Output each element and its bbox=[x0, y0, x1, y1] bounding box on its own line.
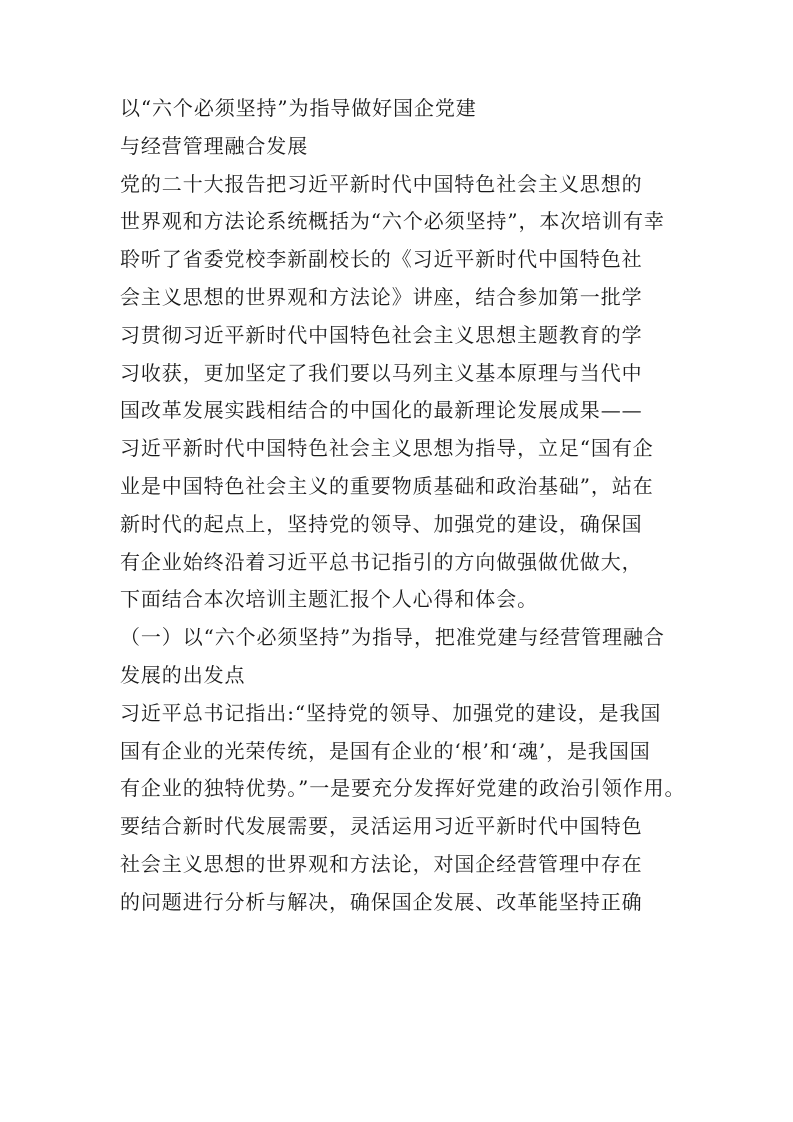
document-body bbox=[120, 90, 690, 922]
paragraph-2-line: 有企业的独特优势。”一是要充分发挥好党建的政治引领作用。 bbox=[120, 776, 686, 801]
section-1-heading-line: 发展的出发点 bbox=[120, 662, 246, 687]
paragraph-2-line: 社会主义思想的世界观和方法论，对国企经营管理中存在 bbox=[120, 851, 643, 876]
section-1-heading-line: （一）以“六个必须坚持”为指导，把准党建与经营管理融合 bbox=[120, 625, 665, 650]
paragraph-1-line: 下面结合本次培训主题汇报个人心得和体会。 bbox=[120, 587, 538, 612]
document-title-line-1: 以“六个必须坚持”为指导做好国企党建 bbox=[120, 96, 477, 120]
paragraph-2-line: 的问题进行分析与解决，确保国企发展、改革能坚持正确 bbox=[120, 889, 643, 914]
paragraph-1-line: 党的二十大报告把习近平新时代中国特色社会主义思想的 bbox=[120, 171, 643, 196]
paragraph-1-line: 有企业始终沿着习近平总书记指引的方向做强做优做大， bbox=[120, 549, 643, 574]
paragraph-1-line: 聆听了省委党校李新副校长的《习近平新时代中国特色社 bbox=[120, 247, 643, 272]
paragraph-2-line: 习近平总书记指出:“坚持党的领导、加强党的建设，是我国 bbox=[120, 700, 662, 725]
paragraph-1-line: 习收获，更加坚定了我们要以马列主义基本原理与当代中 bbox=[120, 360, 643, 385]
paragraph-1-line: 习近平新时代中国特色社会主义思想为指导，立足“国有企 bbox=[120, 436, 654, 461]
document-title-line-2: 与经营管理融合发展 bbox=[120, 133, 309, 158]
paragraph-1-line: 新时代的起点上，坚持党的领导、加强党的建设，确保国 bbox=[120, 511, 643, 536]
paragraph-1-line: 习贯彻习近平新时代中国特色社会主义思想主题教育的学 bbox=[120, 322, 643, 347]
paragraph-1-line: 国改革发展实践相结合的中国化的最新理论发展成果—— bbox=[120, 398, 643, 423]
paragraph-2-line: 国有企业的光荣传统，是国有企业的‘根’和‘魂’，是我国国 bbox=[120, 738, 651, 763]
paragraph-1-line: 会主义思想的世界观和方法论》讲座，结合参加第一批学 bbox=[120, 284, 643, 309]
paragraph-1-line: 业是中国特色社会主义的重要物质基础和政治基础”，站在 bbox=[120, 473, 654, 498]
paragraph-2-line: 要结合新时代发展需要，灵活运用习近平新时代中国特色 bbox=[120, 814, 643, 839]
paragraph-1-line: 世界观和方法论系统概括为“六个必须坚持”，本次培训有幸 bbox=[120, 209, 665, 234]
